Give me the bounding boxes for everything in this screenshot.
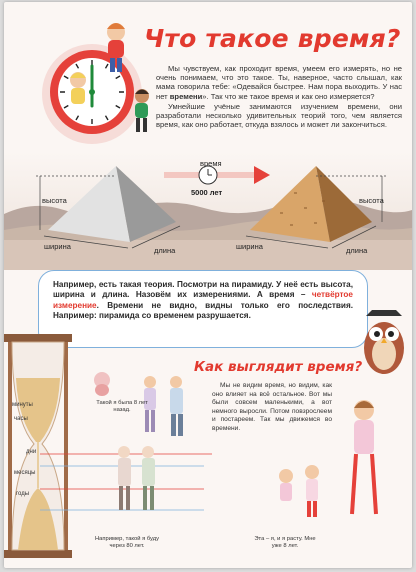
caption-future: Например, такой я буду через 80 лет. xyxy=(94,536,160,549)
section2-text: Мы не видим время, но видим, как оно влияет на всё остальное. Вот мы были совсем маленькими, а вот немного выросли. Потом повзрослеем и постареем. Так мы движемся во времени. xyxy=(212,382,332,432)
clock-illustration xyxy=(4,2,154,150)
theory-bubble: Например, есть такая теория. Посмотри на пирамиду. У неё есть высота, ширина и длина. Назовём их измерениями. А время – четвёртое измерение. Времени не видно, видны только его последствия. Например: пирамида со временем разрушается. xyxy=(38,270,368,348)
width-label-left: ширина xyxy=(44,242,71,251)
years-label-hourglass: годы xyxy=(16,491,30,497)
height-label-right: высота xyxy=(359,196,384,205)
fourth-dimension-highlight: четвёртое измерение xyxy=(53,290,353,310)
intro-paragraph-1: Мы чувствуем, как проходит время, умеем его измерять, но не очень понимаем, что это такое. Ты, наверное, часто слышал, как мама говорила тебе: «Одевайся быстрее. Нам пора выходить. У нас нет времени». Так что же такое время и как оно измеряется? xyxy=(156,64,402,101)
kids-illustration xyxy=(272,464,342,524)
years-label: 5000 лет xyxy=(191,188,223,197)
days-label: дни xyxy=(26,449,37,455)
minutes-label: минуты xyxy=(12,402,33,408)
months-label: месяцы xyxy=(14,470,36,476)
family-illustration xyxy=(84,368,214,538)
height-label-left: высота xyxy=(42,196,67,205)
width-label-right: ширина xyxy=(236,242,263,251)
caption-past: Такой я была 8 лет назад. xyxy=(96,400,148,413)
section2-title: Как выглядит время? xyxy=(194,359,363,375)
owl-icon xyxy=(356,308,412,378)
intro-paragraph-2: Умнейшие учёные занимаются изучением времени, они разработали несколько удивительных теорий того, чем является время, как оно работает, откуда взялось и может ли закончиться. xyxy=(156,101,402,130)
length-label-right: длина xyxy=(346,246,368,255)
girl-illustration xyxy=(334,394,394,544)
caption-present: Эта – я, и я расту. Мне уже 8 лет. xyxy=(254,536,316,549)
hours-label: часы xyxy=(14,416,28,422)
time-label: время xyxy=(200,159,222,168)
page xyxy=(4,2,412,568)
length-label-left: длина xyxy=(154,246,176,255)
intro-text xyxy=(156,64,402,129)
page-title: Что такое время? xyxy=(144,24,401,53)
